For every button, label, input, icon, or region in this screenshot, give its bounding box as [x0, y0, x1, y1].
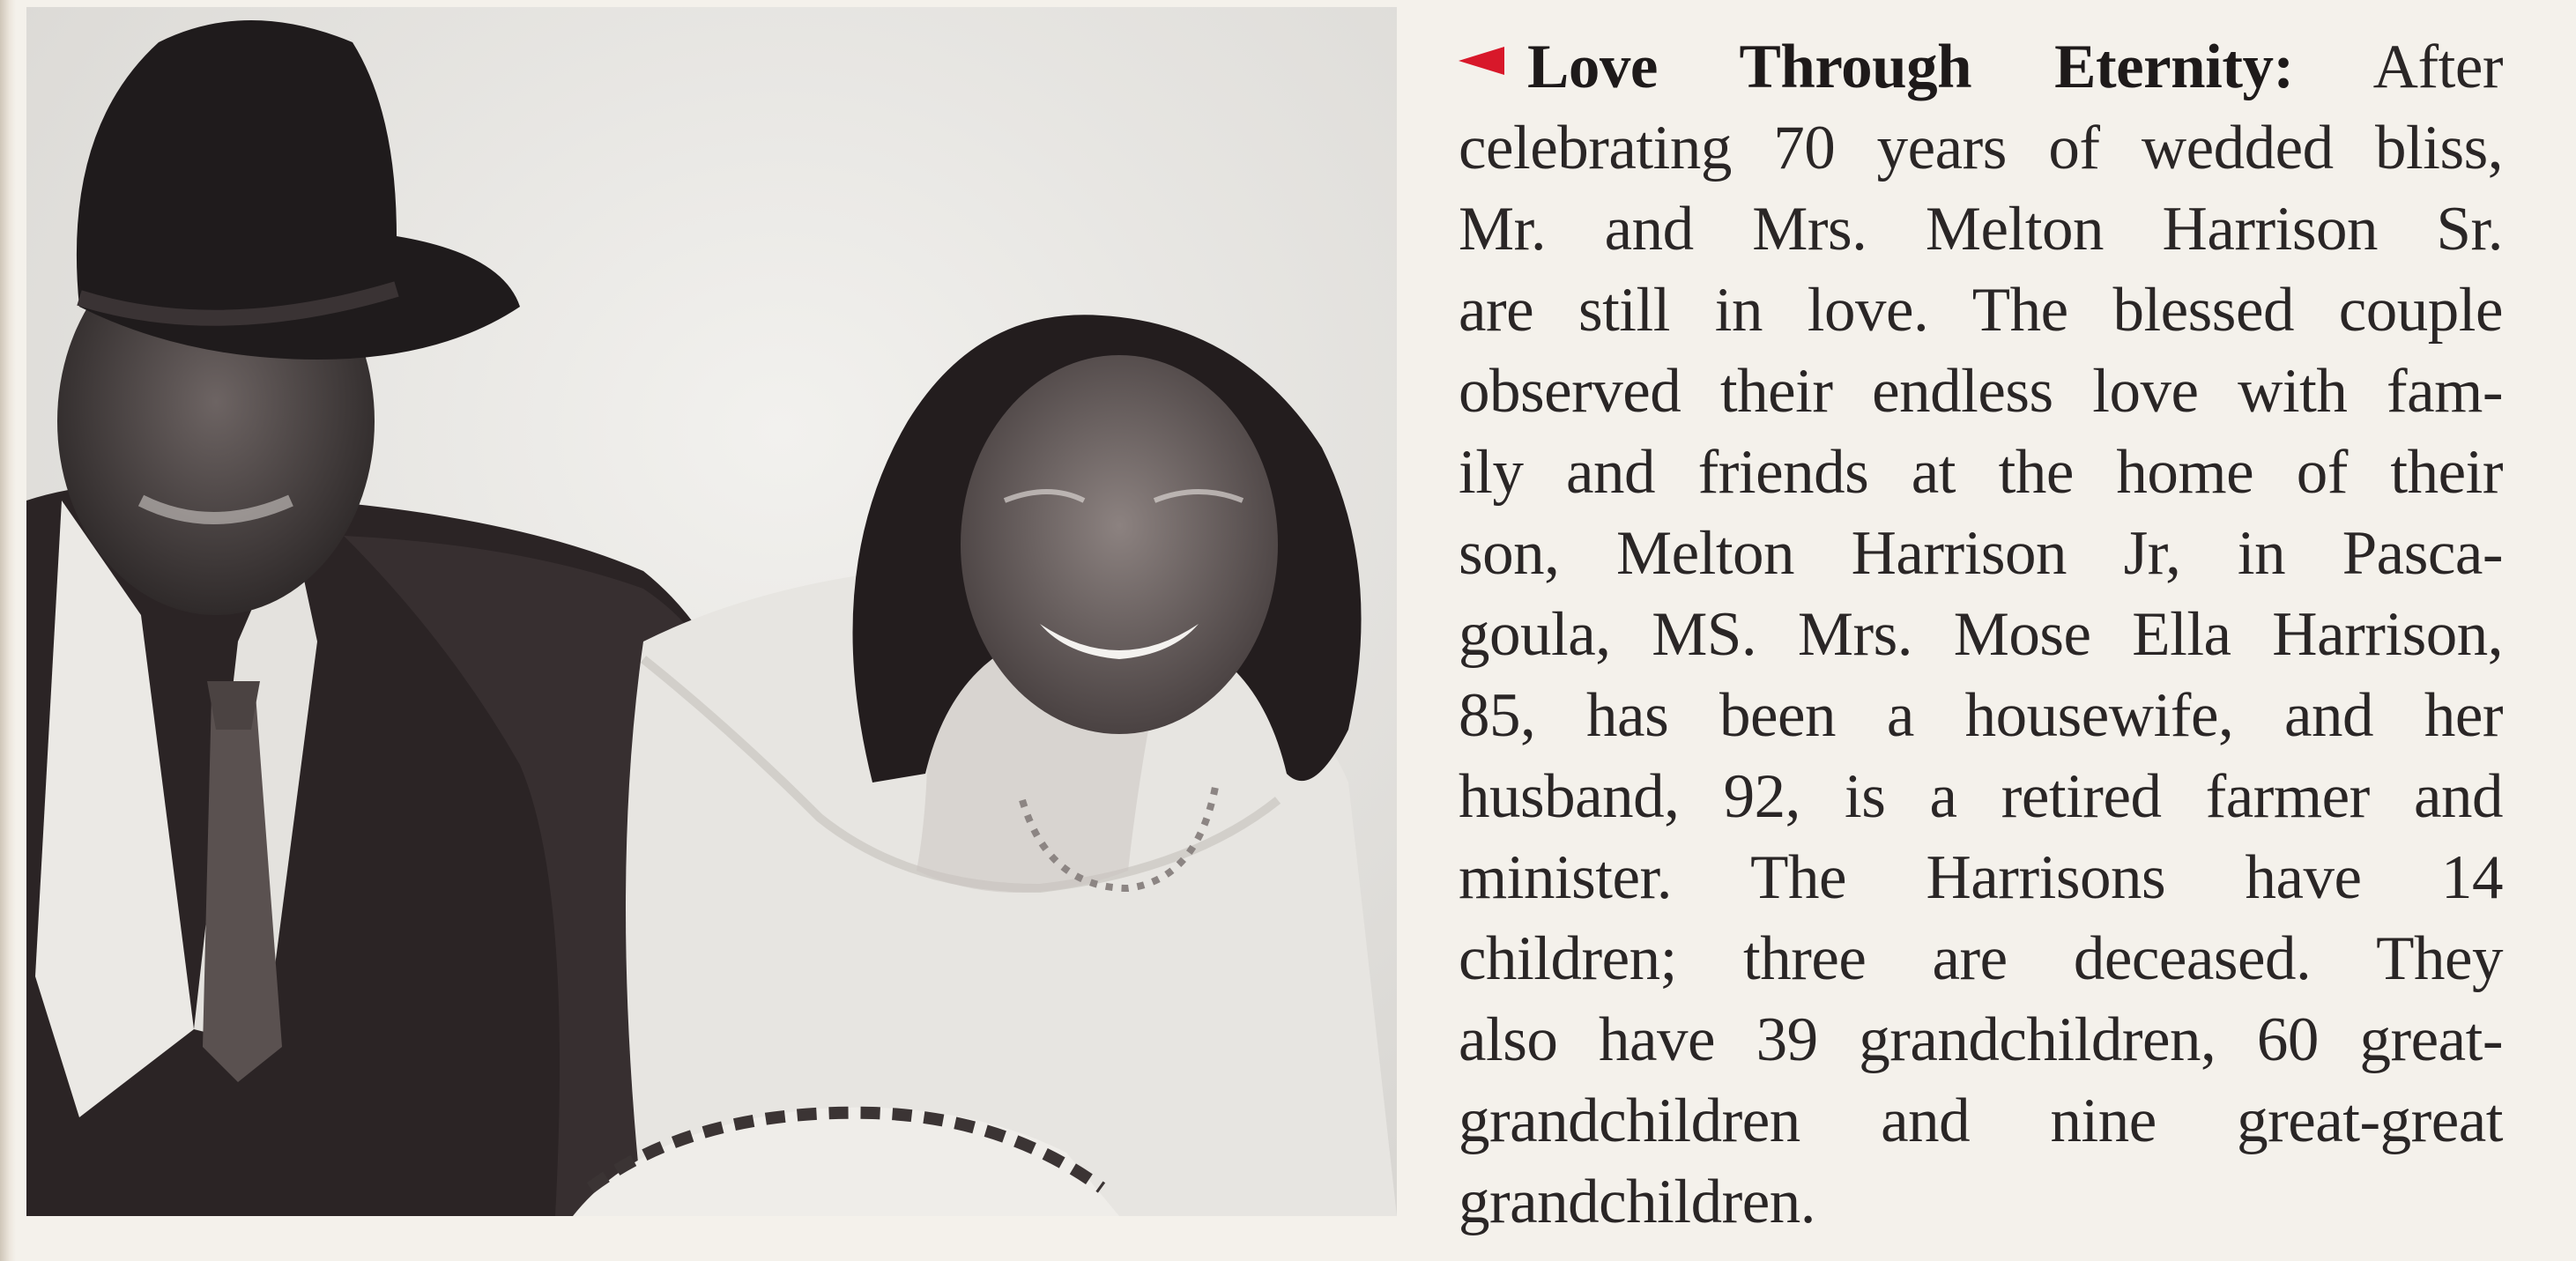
- article-line-15: grandchildren.: [1459, 1168, 1816, 1236]
- article-line-13: also have 39 grandchildren, 60 great-: [1459, 1005, 2503, 1074]
- left-pointing-triangle-icon: [1459, 47, 1504, 75]
- article-line-14: grandchildren and nine great-great: [1459, 1087, 2503, 1155]
- article-line-10: husband, 92, is a retired farmer and: [1459, 762, 2503, 831]
- article-line-text: After: [2372, 33, 2503, 101]
- article-line-5: observed their endless love with fam-: [1459, 357, 2503, 426]
- article-text: [1459, 26, 2503, 1242]
- article-line-11: minister. The Harrisons have 14: [1459, 843, 2503, 912]
- article-line-3: Mr. and Mrs. Melton Harrison Sr.: [1459, 195, 2503, 263]
- article-line-8: goula, MS. Mrs. Mose Ella Harrison,: [1459, 600, 2503, 669]
- article-line-7: son, Melton Harrison Jr, in Pasca-: [1459, 519, 2503, 588]
- couple-photo: [26, 7, 1397, 1216]
- article-line-1: [1459, 26, 2503, 108]
- article-line-4: are still in love. The blessed couple: [1459, 276, 2503, 345]
- page-fold-shadow: [0, 0, 16, 1261]
- article-line-6: ily and friends at the home of their: [1459, 438, 2503, 507]
- headline: Love Through Eternity:: [1527, 33, 2294, 101]
- article-line-9: 85, has been a housewife, and her: [1459, 681, 2503, 750]
- article-line-12: children; three are deceased. They: [1459, 924, 2503, 993]
- article-line-2: celebrating 70 years of wedded bliss,: [1459, 114, 2503, 182]
